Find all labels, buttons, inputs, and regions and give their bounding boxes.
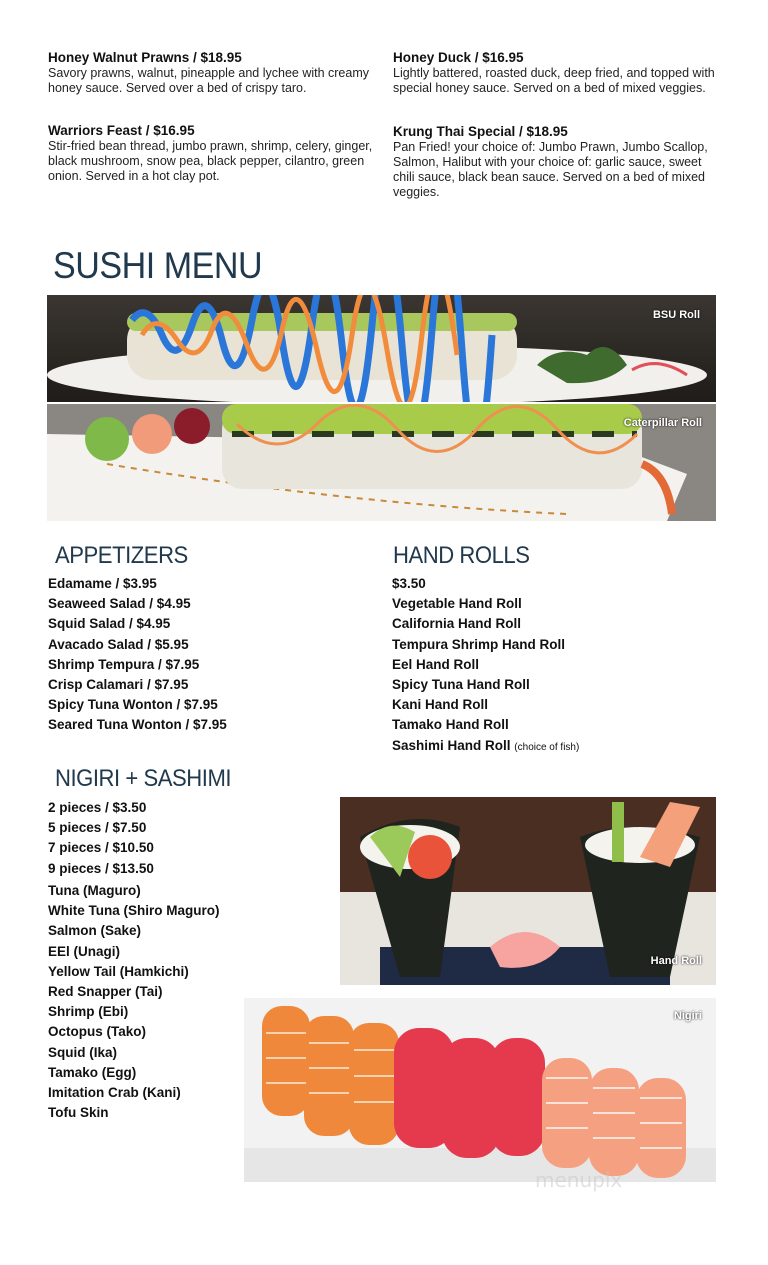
dish-name: Warriors Feast / $16.95 <box>48 123 195 138</box>
list-item: Avacado Salad / $5.95 <box>48 636 189 652</box>
dish-description: Savory prawns, walnut, pineapple and lychee with creamy honey sauce. Served over a bed of crispy taro. <box>48 66 370 95</box>
dish-name: Honey Duck / $16.95 <box>393 50 524 65</box>
hand-roll-label: Hand Roll <box>650 955 702 967</box>
dish-name: Honey Walnut Prawns / $18.95 <box>48 50 242 65</box>
list-item: Tamako Hand Roll <box>392 717 509 733</box>
list-item: Vegetable Hand Roll <box>392 596 522 612</box>
list-item: Shrimp Tempura / $7.95 <box>48 656 200 672</box>
list-item: Octopus (Tako) <box>48 1024 147 1040</box>
list-item <box>392 736 579 758</box>
list-item-label: Sashimi Hand Roll <box>392 737 511 753</box>
nigiri-photo <box>244 998 716 1182</box>
list-item: Yellow Tail (Hamkichi) <box>48 963 189 979</box>
hand-rolls-title: HAND ROLLS <box>393 542 530 569</box>
list-item: Shrimp (Ebi) <box>48 1004 129 1020</box>
dish-honey-walnut-prawns <box>48 50 378 96</box>
appetizers-list <box>48 574 227 736</box>
list-item: Tofu Skin <box>48 1105 109 1121</box>
dish-honey-duck <box>393 50 715 96</box>
price-item: 7 pieces / $10.50 <box>48 840 154 856</box>
list-item: Crisp Calamari / $7.95 <box>48 677 189 693</box>
nigiri-prices-list <box>48 798 154 879</box>
sushi-menu-title: SUSHI MENU <box>53 245 263 286</box>
caterpillar-roll-photo <box>47 404 716 521</box>
dish-description: Pan Fried! your choice of: Jumbo Prawn, Jumbo Scallop, Salmon, Halibut with your choice of: garlic sauce, sweet chili sauce, black bean sauce. Served on a bed of mixed veggies. <box>393 140 708 199</box>
list-item: Eel Hand Roll <box>392 656 480 672</box>
list-item: California Hand Roll <box>392 616 522 632</box>
list-item: Imitation Crab (Kani) <box>48 1085 181 1101</box>
list-item-note: (choice of fish) <box>514 741 580 753</box>
list-item: Edamame / $3.95 <box>48 576 157 591</box>
hand-roll-price: $3.50 <box>392 576 426 591</box>
list-item: Salmon (Sake) <box>48 923 142 939</box>
list-item: Squid (Ika) <box>48 1044 118 1060</box>
price-item: 2 pieces / $3.50 <box>48 800 147 815</box>
nigiri-sashimi-title: NIGIRI + SASHIMI <box>55 765 232 792</box>
list-item: Tempura Shrimp Hand Roll <box>392 636 566 652</box>
list-item: Tamako (Egg) <box>48 1064 137 1080</box>
dish-name: Krung Thai Special / $18.95 <box>393 124 568 139</box>
watermark-logo: menupix <box>535 1168 623 1192</box>
dish-description: Stir-fried bean thread, jumbo prawn, shrimp, celery, ginger, black mushroom, snow pea, black pepper, cilantro, green onion. Served in a hot clay pot. <box>48 139 373 183</box>
list-item: White Tuna (Shiro Maguro) <box>48 903 220 919</box>
caterpillar-roll-label: Caterpillar Roll <box>623 417 702 429</box>
list-item: Tuna (Maguro) <box>48 883 141 898</box>
list-item: Spicy Tuna Wonton / $7.95 <box>48 697 218 713</box>
list-item: Red Snapper (Tai) <box>48 984 163 1000</box>
nigiri-items-list <box>48 881 219 1123</box>
list-item: Squid Salad / $4.95 <box>48 616 171 632</box>
hand-rolls-list <box>392 574 579 758</box>
list-item: Kani Hand Roll <box>392 697 489 713</box>
list-item: Seaweed Salad / $4.95 <box>48 596 191 612</box>
price-item: 5 pieces / $7.50 <box>48 820 147 836</box>
dish-warriors-feast <box>48 123 378 184</box>
bsu-roll-label: BSU Roll <box>652 309 700 321</box>
bsu-roll-photo <box>47 295 716 402</box>
list-item: EEl (Unagi) <box>48 943 121 959</box>
list-item: Seared Tuna Wonton / $7.95 <box>48 717 227 733</box>
list-item: Spicy Tuna Hand Roll <box>392 677 530 693</box>
dish-krung-thai-special <box>393 124 715 200</box>
dish-description: Lightly battered, roasted duck, deep fried, and topped with special honey sauce. Served on a bed of mixed veggies. <box>393 66 715 95</box>
appetizers-title: APPETIZERS <box>55 542 188 569</box>
price-item: 9 pieces / $13.50 <box>48 860 154 876</box>
hand-roll-photo <box>340 797 716 985</box>
nigiri-label: Nigiri <box>673 1010 702 1022</box>
